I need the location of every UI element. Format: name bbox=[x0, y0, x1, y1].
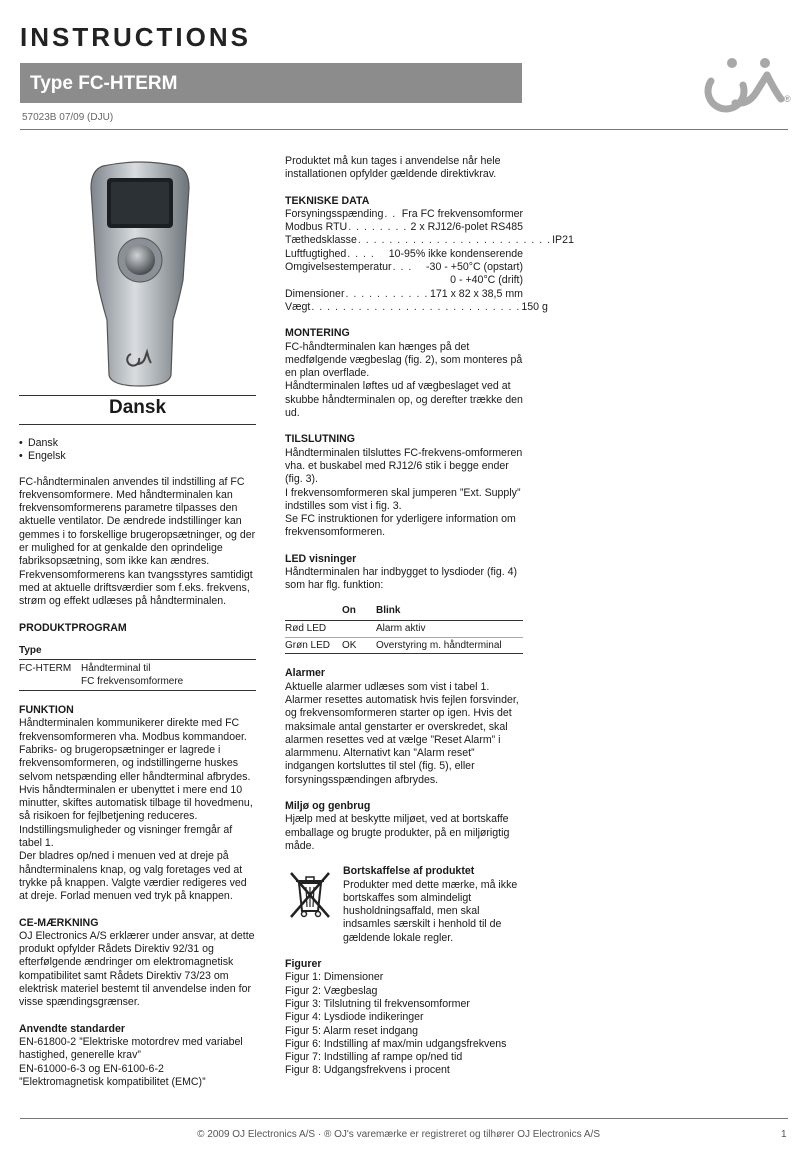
standards-line-1: EN-61800-2 ”Elektriske motordrev med variabel hastighed, generelle krav” bbox=[19, 1035, 243, 1062]
table-row bbox=[285, 637, 523, 654]
type-code: FC-HTERM bbox=[19, 660, 81, 691]
left-column bbox=[19, 395, 256, 1089]
figure-list bbox=[285, 971, 523, 1077]
led-name: Rød LED bbox=[285, 621, 342, 638]
led-text: Håndterminalen har indbygget to lysdioder (fig. 4) som har flg. funktion: bbox=[285, 566, 518, 592]
list-item: Figur 5: Alarm reset indgang bbox=[285, 1024, 419, 1037]
tilslutning-text-3: Se FC instruktionen for yderligere information om frekvensomformeren. bbox=[285, 513, 516, 539]
table-row bbox=[285, 621, 523, 638]
tech-row bbox=[285, 221, 523, 234]
tilslutning-text-1: Håndterminalen tilsluttes FC-frekvens-omformeren vha. et buskabel med RJ12/6 stik i begge ender (fig. 3). bbox=[285, 446, 523, 486]
tech-label: Tæthedsklasse bbox=[285, 234, 357, 247]
page-number: 1 bbox=[781, 1129, 787, 1140]
funktion-heading: FUNKTION bbox=[19, 704, 74, 717]
alarmer-heading: Alarmer bbox=[285, 667, 326, 680]
tech-value: 150 g bbox=[521, 300, 548, 313]
language-heading: Dansk bbox=[19, 395, 256, 425]
document-id: 57023B 07/09 (DJU) bbox=[22, 112, 114, 123]
tech-data-heading: TEKNISKE DATA bbox=[285, 194, 370, 207]
miljo-heading: Miljø og genbrug bbox=[285, 800, 371, 813]
tech-row bbox=[285, 234, 574, 247]
led-table bbox=[285, 605, 523, 655]
tech-value: 10-95% ikke kondenserende bbox=[388, 247, 523, 260]
led-col-blink: Blink bbox=[376, 605, 523, 621]
tech-label: Modbus RTU bbox=[285, 221, 348, 234]
tech-row bbox=[285, 288, 523, 301]
led-col-on: On bbox=[342, 605, 376, 621]
tech-leader: . . . . . . . . . . . . . . . . . . . . . . . . . . . bbox=[311, 300, 521, 313]
tech-row bbox=[285, 208, 523, 221]
standards-heading: Anvendte standarder bbox=[19, 1022, 125, 1035]
tech-leader: . . bbox=[384, 207, 397, 220]
logo-j-tail bbox=[767, 75, 781, 99]
header-divider bbox=[20, 129, 788, 130]
led-blink: Overstyring m. håndterminal bbox=[376, 637, 523, 654]
produktprogram-heading: PRODUKTPROGRAM bbox=[19, 621, 127, 634]
list-item: Figur 3: Tilslutning til frekvensomformer bbox=[285, 997, 470, 1010]
tech-label: Luftfugtighed bbox=[285, 247, 347, 260]
led-blink: Alarm aktiv bbox=[376, 621, 523, 638]
tech-leader: . . . . . . . . bbox=[348, 221, 408, 234]
product-type-banner bbox=[20, 63, 522, 103]
trademark-symbol: ® bbox=[784, 94, 791, 104]
miljo-text: Hjælp med at beskytte miljøet, ved at bortskaffe emballage og brugte produkter, på en miljørigtig måde. bbox=[285, 813, 510, 852]
tech-label: Forsyningsspænding bbox=[285, 207, 384, 220]
type-description bbox=[81, 660, 256, 691]
right-column bbox=[285, 155, 574, 1078]
list-item: Figur 7: Indstilling af rampe op/ned tid bbox=[285, 1051, 463, 1064]
oj-logo bbox=[705, 55, 793, 113]
tech-label: Vægt bbox=[285, 300, 311, 313]
led-col-name bbox=[285, 605, 342, 621]
type-table-header: Type bbox=[19, 645, 256, 660]
standards-line-2: EN-61000-6-3 og EN-6100-6-2 bbox=[19, 1062, 164, 1075]
montering-heading: MONTERING bbox=[285, 327, 350, 340]
tech-leader: . . . . . . . . . . . bbox=[345, 287, 429, 300]
tech-label: Dimensioner bbox=[285, 287, 345, 300]
tech-row bbox=[285, 261, 523, 274]
tech-row bbox=[285, 300, 548, 314]
language-list bbox=[19, 437, 256, 464]
language-item-engelsk: • Engelsk bbox=[19, 450, 256, 463]
list-item: Figur 6: Indstilling af max/min udgangsfrekvens bbox=[285, 1037, 507, 1050]
tilslutning-text-2: I frekvensomformeren skal jumperen ”Ext. Supply” indstilles som vist i fig. 3. bbox=[285, 486, 521, 512]
montering-text-2: Håndterminalen løftes ud af vægbeslaget ved at skubbe håndterminalen op, og derefter trække den ud. bbox=[285, 380, 523, 420]
list-item: Figur 2: Vægbeslag bbox=[285, 984, 378, 997]
list-item: Figur 1: Dimensioner bbox=[285, 971, 384, 984]
tech-value: Fra FC frekvensomformer bbox=[401, 207, 523, 220]
product-type-table bbox=[19, 645, 256, 691]
tech-leader: . . . . bbox=[347, 247, 375, 260]
tech-data-list bbox=[285, 207, 574, 314]
alarmer-text: Aktuelle alarmer udlæses som vist i tabel 1. Alarmer resettes automatisk hvis fejlen forsvinder, og frekvensomformeren starter op igen. Hvis det maksimale antal genstarter er overskredet, skal alarmen resettes ved at vælge ”Reset Alarm” i alarmmenu. Alternativt kan ”Alarm reset” indgangen kortsluttes til stel (fig. 5), eller forsyningsspændingen afbrydes. bbox=[285, 680, 519, 786]
tech-value-continued: 0 - +40°C (drift) bbox=[450, 274, 523, 287]
logo-dot-left bbox=[727, 58, 737, 68]
led-on: OK bbox=[342, 637, 376, 654]
language-item-dansk: • Dansk bbox=[19, 437, 256, 450]
copyright-footer: © 2009 OJ Electronics A/S · ® OJ's varemærke er registreret og tilhører OJ Electronics A/S bbox=[197, 1129, 600, 1140]
intro-paragraph: FC-håndterminalen anvendes til indstilling af FC frekvensomformere. Med håndterminalen kan frekvensomformerens parametre tilpasses den aktuelle ventilator. De ændrede indstillinger kan gemmes i to forskellige brugeropsætninger, og der er mulighed for at genkalde den oprindelige fabriksopsætning, som ikke kan ændres. Frekvensomformerens kan tvangsstyres samtidigt med at aktuelle driftsværdier som f.eks. frekvens, strøm og effekt udlæses på håndterminalen. bbox=[19, 475, 256, 608]
disposal-block bbox=[285, 865, 523, 945]
tech-value: 171 x 82 x 38,5 mm bbox=[429, 287, 523, 300]
led-on bbox=[342, 621, 376, 638]
tech-value: 2 x RJ12/6-polet RS485 bbox=[410, 221, 523, 234]
tech-leader: . . . . . . . . . . . . . . . . . . . . . . . . . bbox=[357, 234, 552, 247]
figurer-heading: Figurer bbox=[285, 958, 322, 971]
tech-label: Omgivelsestemperatur bbox=[285, 261, 392, 274]
disposal-heading: Bortskaffelse af produktet bbox=[343, 865, 475, 878]
led-heading: LED visninger bbox=[285, 552, 357, 565]
tech-leader: . . . bbox=[392, 261, 413, 274]
ce-heading: CE-MÆRKNING bbox=[19, 916, 99, 929]
handheld-terminal-image bbox=[85, 160, 195, 390]
directive-notice: Produktet må kun tages i anvendelse når hele installationen opfylder gældende direktivkrav. bbox=[285, 155, 501, 181]
tech-row bbox=[285, 248, 523, 261]
footer-divider bbox=[20, 1118, 788, 1119]
crossed-bin-icon bbox=[285, 869, 335, 919]
product-type-label: Type FC-HTERM bbox=[30, 73, 178, 94]
montering-text-1: FC-håndterminalen kan hænges på det medfølgende vægbeslag (fig. 2), som monteres på en plan overflade. bbox=[285, 340, 523, 380]
list-item: Figur 4: Lysdiode indikeringer bbox=[285, 1011, 424, 1024]
funktion-text-2: Der bladres op/ned i menuen ved at dreje på håndterminalens knap, og valg foretages ved at trykke på knappen. Valgte værdier redigeres ved at dreje. Forlad menuen ved tryk på knappen. bbox=[19, 850, 247, 903]
standards-line-3: ”Elektromagnetisk kompatibilitet (EMC)” bbox=[19, 1075, 206, 1088]
ce-text: OJ Electronics A/S erklærer under ansvar, at dette produkt opfylder Rådets Direktiv 92/31 og efterfølgende ændringer om elektromagnetisk kompatibilitet samt Rådets Direktiv 73/23 om elektrisk materiel bestemt til anvendelse inden for visse spændingsgrænser. bbox=[19, 929, 255, 1009]
tech-value: IP21 bbox=[552, 234, 574, 247]
disposal-text: Produkter med dette mærke, må ikke bortskaffes som almindeligt husholdningsaffald, men skal indsamles særskilt i henhold til de gældende lokale regler. bbox=[343, 878, 518, 944]
funktion-text-1: Håndterminalen kommunikerer direkte med FC frekvensomformeren vha. Modbus kommandoer. Fabriks- og brugeropsætninger er lagrede i frekvensomformeren, og indstillingerne huskes selvom netspænding eller håndterminal afbrydes. Hvis håndterminalen er ubenyttet i mere end 10 minutter, skiftes automatisk tilbage til hovedmenu, så risikoen for fejlbetjening reduceres. Indstillingsmuligheder og visninger fremgår af tabel 1. bbox=[19, 717, 253, 850]
logo-dot-right bbox=[760, 58, 770, 68]
page-title: INSTRUCTIONS bbox=[20, 22, 251, 52]
type-description-line2: FC frekvensomformere bbox=[81, 675, 184, 687]
list-item: Figur 8: Udgangsfrekvens i procent bbox=[285, 1064, 450, 1077]
tilslutning-heading: TILSLUTNING bbox=[285, 433, 356, 446]
led-name: Grøn LED bbox=[285, 637, 342, 654]
tech-value: -30 - +50°C (opstart) bbox=[426, 261, 523, 274]
type-description-line1: Håndterminal til bbox=[81, 663, 151, 675]
